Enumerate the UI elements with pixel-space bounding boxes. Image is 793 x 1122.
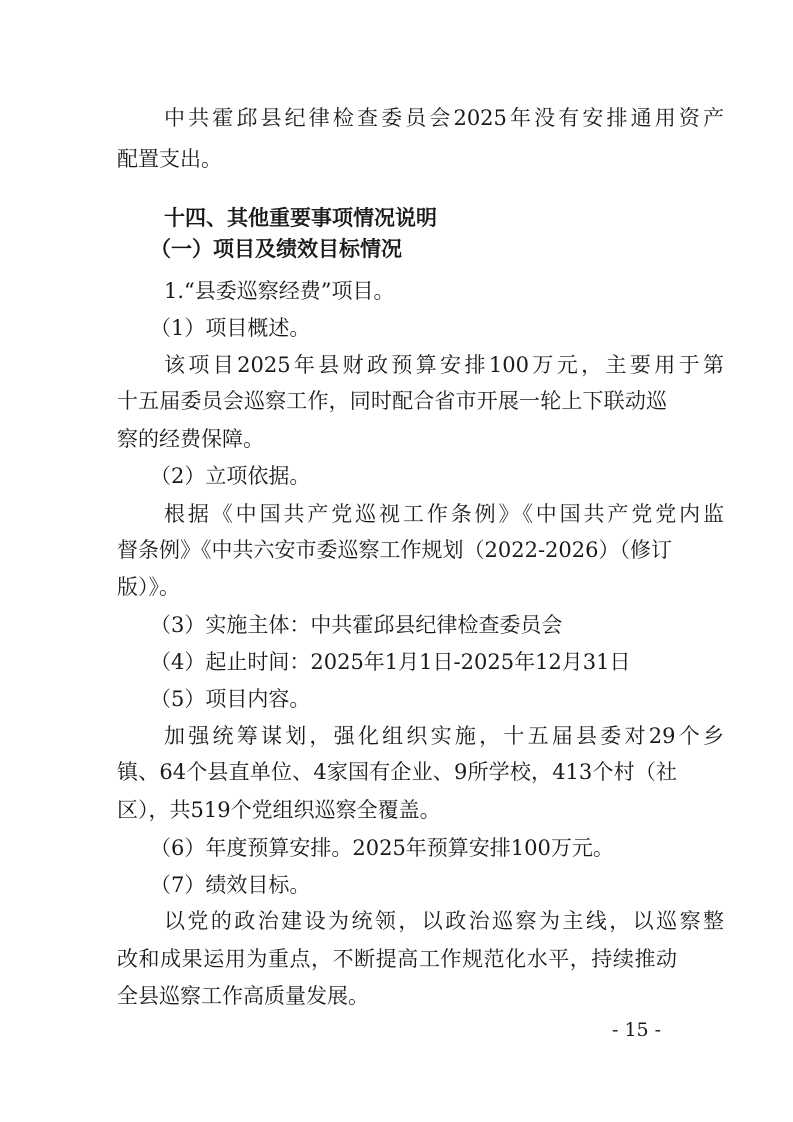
- paragraph-line: 加强统筹谋划，强化组织实施，十五届县委对29个乡: [164, 724, 724, 748]
- paragraph-line: 根据《中国共产党巡视工作条例》《中国共产党党内监: [164, 502, 724, 526]
- paragraph-line: 察的经费保障。: [117, 427, 264, 451]
- page-number: - 15 -: [612, 1019, 662, 1041]
- paragraph-line: 版）》。: [117, 575, 180, 599]
- item-subheading: （2）立项依据。: [150, 464, 311, 488]
- item-subheading: （6）年度预算安排。2025年预算安排100万元。: [150, 836, 614, 860]
- paragraph-line: 该项目2025年县财政预算安排100万元，主要用于第: [164, 353, 724, 377]
- item-subheading: （4）起止时间：2025年1月1日-2025年12月31日: [150, 650, 631, 674]
- paragraph-line: 督条例》《中共六安市委巡察工作规划（2022-2026）（修订: [117, 538, 672, 562]
- item-heading: 1.“县委巡察经费”项目。: [164, 279, 395, 303]
- paragraph-line: 中共霍邱县纪律检查委员会2025年没有安排通用资产: [164, 106, 724, 130]
- paragraph-line: 十五届委员会巡察工作，同时配合省市开展一轮上下联动巡: [117, 389, 667, 413]
- paragraph-line: 改和成果运用为重点，不断提高工作规范化水平，持续推动: [117, 947, 677, 971]
- paragraph-line: 区），共519个党组织巡察全覆盖。: [117, 798, 441, 822]
- item-subheading: （3）实施主体：中共霍邱县纪律检查委员会: [150, 613, 563, 637]
- item-subheading: （5）项目内容。: [150, 687, 311, 711]
- paragraph-line: 以党的政治建设为统领，以政治巡察为主线，以巡察整: [164, 909, 724, 933]
- item-subheading: （1）项目概述。: [150, 316, 311, 340]
- item-subheading: （7）绩效目标。: [150, 873, 311, 897]
- paragraph-line: 配置支出。: [117, 147, 222, 171]
- section-heading: 十四、其他重要事项情况说明: [164, 206, 437, 230]
- paragraph-line: 镇、64个县直单位、4家国有企业、9所学校，413个村（社: [117, 760, 677, 784]
- paragraph-line: 全县巡察工作高质量发展。: [117, 984, 369, 1008]
- subsection-heading: （一）项目及绩效目标情况: [150, 237, 402, 261]
